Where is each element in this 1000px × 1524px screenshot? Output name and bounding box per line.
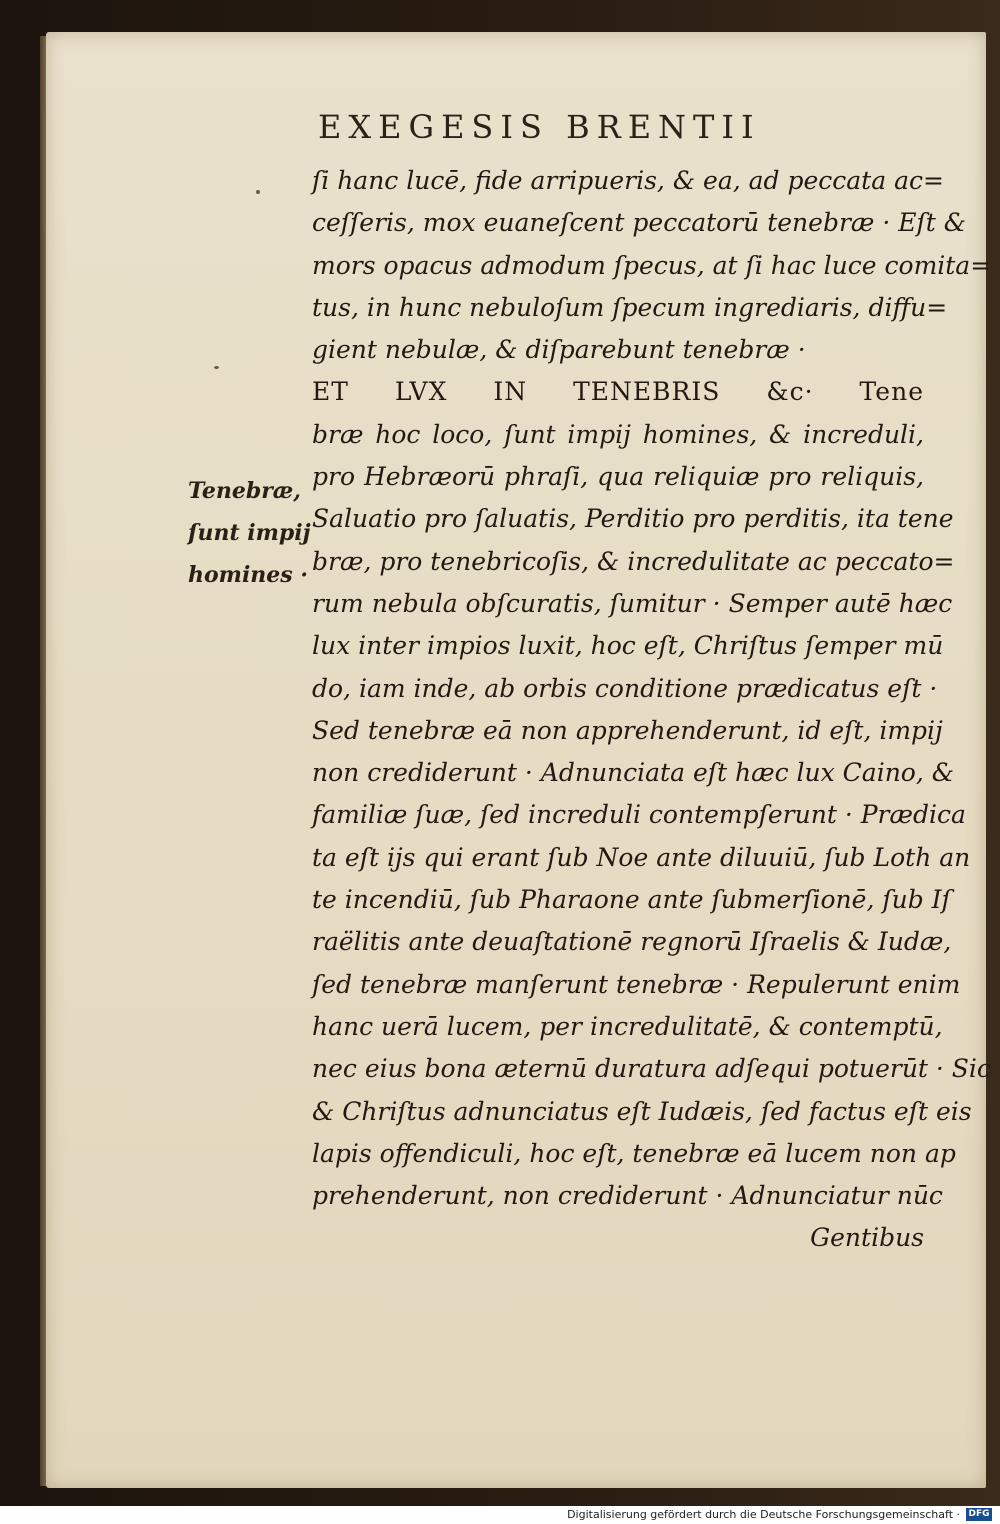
text-line: rum nebula obſcuratis, ſumitur · Semper autē hæc [312,588,953,618]
text-line: ceſſeris, mox euaneſcent peccatorū tenebræ · Eſt & [312,208,966,238]
ink-speck [214,366,219,369]
text-line: hanc uerā lucem, per incredulitatē, & contemptū, [312,1011,943,1041]
text-line: bræ, pro tenebricoſis, & incredulitate ac peccato= [312,546,955,576]
text-line: Saluatio pro ſaluatis, Perditio pro perditis, ita tene [312,504,954,534]
text-line: bræ hoc loco, ſunt impij homines, & increduli, [312,419,924,449]
dfg-logo: DFG [966,1508,992,1521]
text-line: mors opacus admodum ſpecus, at ſi hac luce comita= [312,250,992,280]
text-line: lapis offendiculi, hoc eſt, tenebræ eā lucem non ap [312,1138,956,1168]
running-head: EXEGESIS BRENTII [318,108,761,146]
text-line: ſed tenebræ manſerunt tenebræ · Repulerunt enim [312,969,961,999]
text-line: te incendiū, ſub Pharaone ante ſubmerſionē, ſub Iſ [312,885,951,915]
text-line: non crediderunt · Adnunciata eſt hæc lux Caino, & [312,758,955,788]
text-line: Sed tenebræ eā non apprehenderunt, id eſt, impij [312,715,943,745]
text-line: raëlitis ante deuaſtationē regnorū Iſraelis & Iudæ, [312,927,952,957]
text-line: tus, in hunc nebuloſum ſpecum ingrediaris, diffu= [312,292,948,322]
marginal-note-line: Tenebræ, [188,478,301,504]
text-line: do, iam inde, ab orbis conditione prædicatus eſt · [312,673,938,703]
catchword: Gentibus [810,1223,924,1253]
footer-credit: Digitalisierung gefördert durch die Deutsche Forschungsgemeinschaft · [567,1508,960,1521]
marginal-note [188,470,313,596]
section-heading-line: ET LVX IN TENEBRIS &c· Tene [312,377,924,407]
ink-speck [256,190,260,194]
text-line: ta eſt ijs qui erant ſub Noe ante diluuiū, ſub Loth an [312,842,971,872]
body-text [312,160,992,1260]
text-line: familiæ ſuæ, ſed increduli contempſerunt · Prædica [312,800,966,830]
marginal-note-line: homines · [188,562,309,588]
marginal-note-line: ſunt impij [188,520,311,546]
text-line: & Chriſtus adnunciatus eſt Iudæis, ſed factus eſt eis [312,1096,972,1126]
text-line: prehenderunt, non crediderunt · Adnunciatur nūc [312,1181,943,1211]
text-line: nec eius bona æternū duratura adſequi potuerūt · Sic [312,1054,991,1084]
text-line: gient nebulæ, & diſparebunt tenebræ · [312,335,806,365]
text-line: pro Hebræorū phraſi, qua reliquiæ pro reliquis, [312,462,924,492]
text-line: lux inter impios luxit, hoc eſt, Chriſtus ſemper mū [312,631,944,661]
text-line: ſi hanc lucē, fide arripueris, & ea, ad peccata ac= [312,166,944,195]
